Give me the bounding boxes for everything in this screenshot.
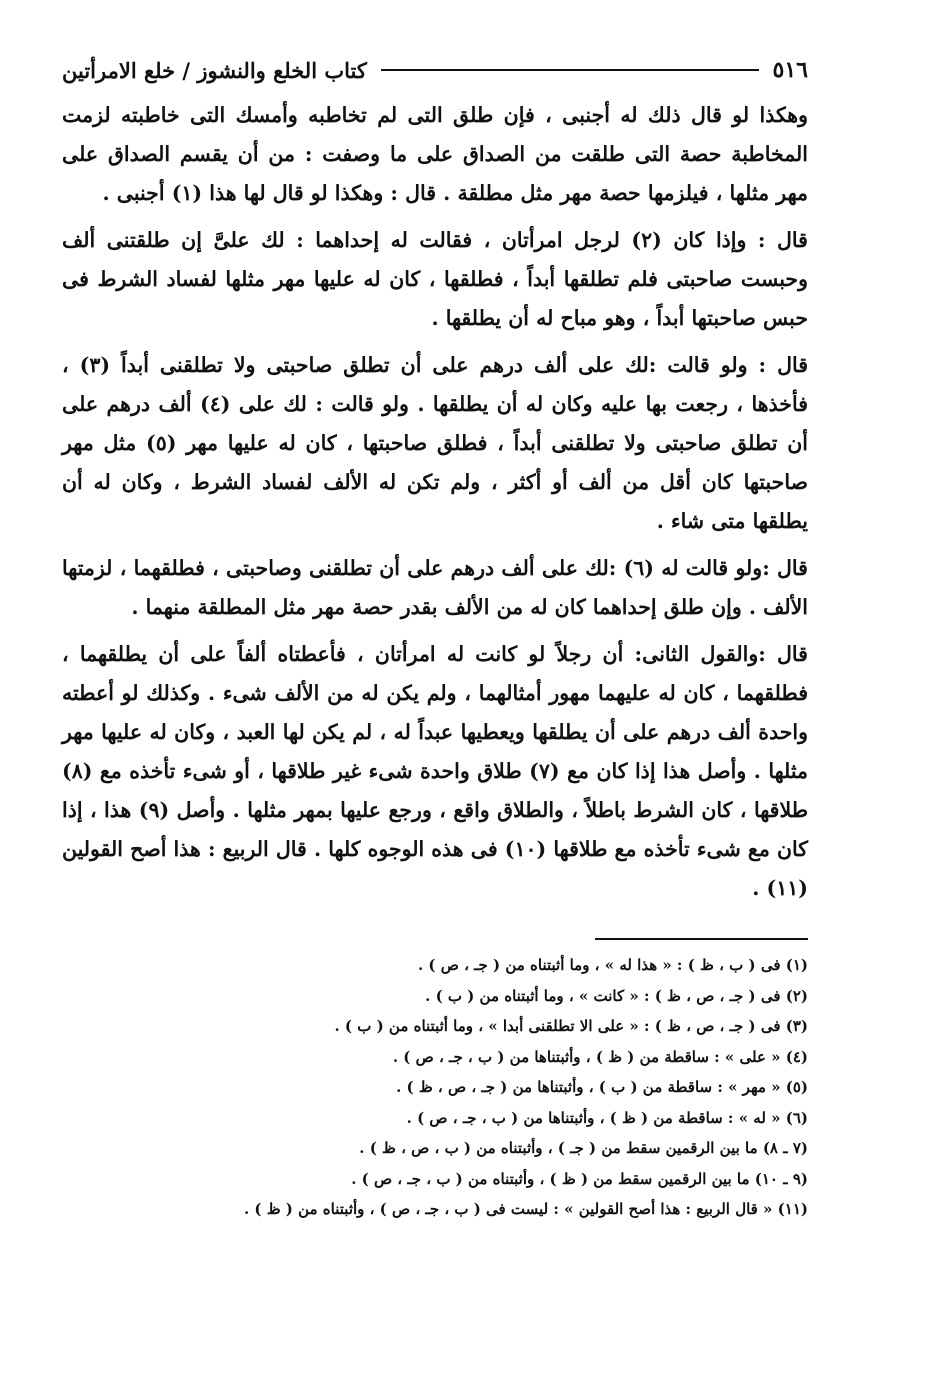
footnote-1: (١) فى ( ب ، ظ ) : « هذا له » ، وما أثبتناه من ( جـ ، ص ) . — [417, 956, 808, 974]
header-rule — [381, 69, 759, 71]
paragraph-text: ولو قالت له (٦) :لك على ألف درهم على أن تطلقنى وصاحبتى ، فطلقهما ، لزمتها الألف . وإن طلق إحداهما كان له من الألف بقدر حصة مهر مثل المطلقة منهما . — [62, 556, 808, 619]
paragraph-lead: قال : — [757, 228, 808, 252]
footnote-3: (٣) فى ( جـ ، ص ، ظ ) : « على الا تطلقنى أبدا » ، وما أثبتناه من ( ب ) . — [334, 1017, 808, 1035]
footnotes — [150, 950, 808, 1225]
footnote-9-10: (٩ ـ ١٠) ما بين الرقمين سقط من ( ظ ) ، وأثبتناه من ( ب ، جـ ، ص ) . — [351, 1169, 808, 1188]
page-number: ٥١٦ — [772, 57, 808, 83]
footnote-5: (٥) « مهر » : ساقطة من ( ب ) ، وأثبتناها من ( جـ ، ص ، ظ ) . — [396, 1078, 808, 1096]
running-title: كتاب الخلع والنشوز / خلع الامرأتين — [62, 57, 367, 83]
paragraph-lead: قال : — [758, 353, 809, 377]
running-header — [62, 52, 808, 88]
paragraph-text: والقول الثانى: أن رجلاً لو كانت له امرأتان ، فأعطتاه ألفاً على أن يطلقهما ، فطلقهما ، كان له عليهما مهور أمثالهما ، ولم يكن له من الألف شىء . وكذلك لو أعطته واحدة ألف درهم على أن يطلقها ويعطيها عبداً له ، لم يكن لها العبد ، وكان له عليها مهر مثلها . وأصل هذا إذا كان مع (٧) طلاق واحدة شىء غير طلاقها ، أو شىء تأخذه مع (٨) طلاقها ، كان الشرط باطلاً ، والطلاق واقع ، ورجع عليها بمهر مثلها . وأصل (٩) هذا ، إذا كان مع شىء تأخذه مع طلاقها (١٠) فى هذه الوجوه كلها . قال الربيع : هذا أصح القولين (١١) . — [62, 642, 809, 900]
footnote-separator — [595, 938, 808, 940]
footnote-11: (١١) « قال الربيع : هذا أصح القولين » : ليست فى ( ب ، جـ ، ص ) ، وأثبتناه من ( ظ ) . — [243, 1200, 808, 1218]
paragraph-3 — [62, 346, 808, 541]
footnote-4: (٤) « على » : ساقطة من ( ظ ) ، وأثبتناها من ( ب ، جـ ، ص ) . — [392, 1047, 808, 1066]
footnote-7-8: (٧ ـ ٨) ما بين الرقمين سقط من ( جـ ) ، وأثبتناه من ( ب ، ص ، ظ ) . — [359, 1139, 808, 1157]
paragraph-text: وإذا كان (٢) لرجل امرأتان ، فقالت له إحداهما : لك علىَّ إن طلقتنى ألف وحبست صاحبتى فلم تطلقها أبداً ، فطلقها ، كان له عليها مهر مثلها لفساد الشرط فى حبس صاحبتها أبداً ، وهو مباح له أن يطلقها . — [62, 228, 808, 330]
main-text — [62, 96, 808, 916]
paragraph-text: وهكذا لو قال ذلك له أجنبى ، فإن طلق التى لم تخاطبه وأمسك التى خاطبته لزمت المخاطبة حصة التى طلقت من الصداق على ما وصفت : من أن يقسم الصداق على مهر مثلها ، فيلزمها حصة مهر مثل مطلقة . قال : وهكذا لو قال لها هذا (١) أجنبى . — [62, 103, 808, 205]
footnote-2: (٢) فى ( جـ ، ص ، ظ ) : « كانت » ، وما أثبتناه من ( ب ) . — [425, 986, 808, 1005]
paragraph-lead: قال : — [758, 642, 808, 666]
paragraph-lead: قال : — [762, 556, 808, 580]
paragraph-2 — [62, 221, 808, 338]
footnote-6: (٦) « له » : ساقطة من ( ظ ) ، وأثبتناها من ( ب ، جـ ، ص ) . — [406, 1108, 808, 1127]
paragraph-5 — [62, 635, 808, 908]
paragraph-4 — [62, 549, 808, 627]
paragraph-1 — [62, 96, 808, 213]
paragraph-text: ولو قالت :لك على ألف درهم على أن تطلق صاحبتى ولا تطلقنى أبداً (٣) ، فأخذها ، رجعت بها عليه وكان له أن يطلقها . ولو قالت : لك على (٤) ألف درهم على أن تطلق صاحبتى ولا تطلقنى أبداً ، فطلق صاحبتها ، كان له عليها مهر (٥) مثل مهر صاحبتها كان أقل من ألف أو أكثر ، ولم تكن له الألف لفساد الشرط ، وكان له أن يطلقها متى شاء . — [62, 353, 808, 533]
